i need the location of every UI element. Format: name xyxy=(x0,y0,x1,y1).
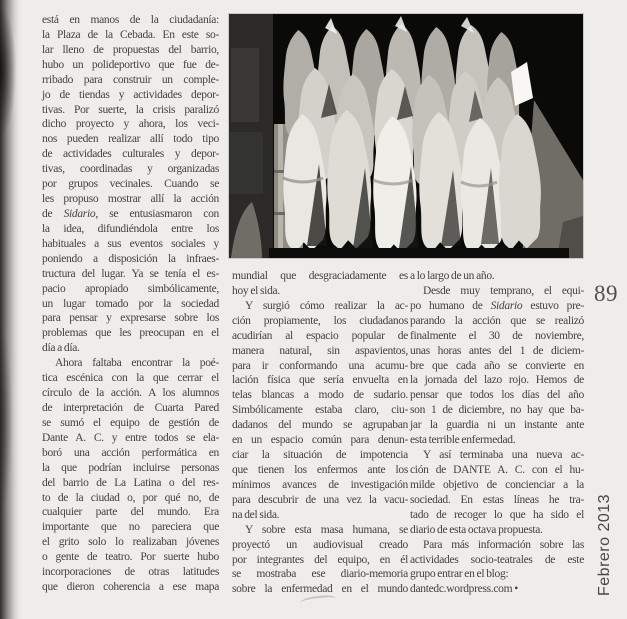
text-line: para ir conformando una acumu- xyxy=(232,359,408,372)
text-line: sobre la enfermedad en el mundo xyxy=(232,583,408,596)
text-line: proyectó un audiovisual creado xyxy=(232,538,408,551)
text-line: dicho proyecto y ahora, los veci- xyxy=(42,118,219,131)
text-line: diario de esta octava propuesta. xyxy=(410,523,543,536)
text-line: Ahora faltaba encontrar la poé- xyxy=(55,357,219,370)
text-line: problemas que les preocupan en el xyxy=(42,327,219,340)
text-line: pacio apropiado simbólicamente, xyxy=(42,282,219,295)
text-line: tivas, coordinadas y organizadas xyxy=(42,163,219,176)
text-line: Simbólicamente estaba claro, ciu- xyxy=(232,404,408,417)
text-line: por grupos vecinales. Cuando se xyxy=(42,178,219,191)
text-line: habituales a sus eventos sociales y xyxy=(42,237,219,250)
text-line: Y surgió cómo realizar la ac- xyxy=(245,299,408,312)
text-line: milde objetivo de concienciar a la xyxy=(410,478,584,491)
text-line: bre que cada año se convierte en xyxy=(410,359,584,372)
text-line: Para más información sobre las xyxy=(423,538,584,551)
text-line: jar la guardia ni un instante ante xyxy=(410,419,584,432)
text-line: ción de DANTE A. C. con el hu- xyxy=(410,463,584,476)
text-line: Dante A. C. y entre todos se ela- xyxy=(42,431,219,444)
text-line: actividades socio-teatrales de este xyxy=(410,553,584,566)
text-line: manera natural, sin aspavientos, xyxy=(232,344,408,357)
text-line: na del sida. xyxy=(232,508,280,521)
text-line: Desde muy temprano, el equi- xyxy=(423,284,584,297)
text-line: la jornada del lazo rojo. Hemos de xyxy=(410,374,584,387)
text-line: de Sidario, se entusiasmaron con xyxy=(42,207,220,220)
text-line: acudirían al espacio popular de xyxy=(232,329,408,342)
text-line: sociedad. En estas líneas he tra- xyxy=(410,493,584,506)
text-line: de interpretación de Cuarta Pared xyxy=(42,401,219,414)
column-left xyxy=(42,13,219,595)
issue-date-vertical: Febrero 2013 xyxy=(596,493,613,597)
text-line: parando la acción que se realizó xyxy=(410,314,584,327)
shrouded-figures-photo xyxy=(229,14,583,258)
text-line: lación física que sería envuelta en xyxy=(232,374,408,387)
text-line: ciar la situación de impotencia xyxy=(232,449,408,462)
text-line: cualquier parte del mundo. Era xyxy=(42,506,219,519)
text-line: la idea, difundiéndola entre los xyxy=(42,222,219,235)
text-line: hubo un polideportivo que fue de- xyxy=(42,58,219,71)
column-right xyxy=(410,269,584,597)
text-line: po humano de Sidario estuvo pre- xyxy=(410,299,584,312)
text-line: que tienen los enfermos ante los xyxy=(232,463,408,476)
text-line: dantedc.wordpress.com • xyxy=(410,583,518,596)
text-line: se mostraba ese diario-memoria xyxy=(232,568,408,581)
column-middle xyxy=(232,269,408,597)
text-line: un lugar tomado por la sociedad xyxy=(42,297,219,310)
text-line: para descubrir de una vez la vacu- xyxy=(232,493,408,506)
text-line: rribado para construir un comple- xyxy=(42,73,219,86)
text-line: en un espacio común para denun- xyxy=(232,434,408,447)
text-line: finalmente el 30 de noviembre, xyxy=(410,329,584,342)
text-line: nos pueden realizar allí todo tipo xyxy=(42,133,219,146)
text-line: para pensar y expresarse sobre los xyxy=(42,312,219,325)
text-line: está en manos de la ciudadanía: xyxy=(42,14,219,26)
text-line: mundial que desgraciadamente es xyxy=(232,270,408,282)
text-line: del barrio de La Latina o del res- xyxy=(42,476,219,489)
text-line: día a día. xyxy=(42,342,80,355)
text-line: círculo de la acción. A los alumnos xyxy=(42,387,219,400)
text-line: tructura del lugar. Ya se tenía el es- xyxy=(42,267,219,280)
scan-edge-shadow xyxy=(0,0,22,619)
text-line: tica escénica con la que cerrar el xyxy=(42,372,219,385)
text-line: telas blancas a modo de sudario. xyxy=(232,389,408,402)
text-line: grupo entrar en el blog: xyxy=(410,568,509,581)
shrouded-figures-illustration xyxy=(229,14,583,258)
text-line: les propuso mostrar allí la acción xyxy=(42,193,219,206)
text-line: to de la ciudad o, por qué no, de xyxy=(42,491,219,504)
text-line: incorporaciones de otras latitudes xyxy=(42,566,219,579)
text-line: Y así terminaba una nueva ac- xyxy=(423,449,584,462)
text-line: que dieron coherencia a ese mapa xyxy=(42,581,219,594)
text-line: poniendo a disposición la infraes- xyxy=(42,252,219,265)
text-line: Y sobre esta masa humana, se xyxy=(245,523,408,536)
text-line: pensar que todos los días del año xyxy=(410,389,584,402)
text-line: son 1 de diciembre, no hay que ba- xyxy=(410,404,584,417)
text-line: tivas. Por suerte, la crisis paralizó xyxy=(42,103,219,116)
text-line: el grito solo lo realizaban jóvenes xyxy=(42,536,219,549)
text-line: hoy el sida. xyxy=(232,284,280,297)
text-line: unas horas antes del 1 de diciem- xyxy=(410,344,584,357)
text-line: lar lleno de propuestas del barrio, xyxy=(42,43,219,56)
text-line: de actividades culturales y depor- xyxy=(42,148,219,161)
text-line: esta terrible enfermedad. xyxy=(410,434,516,447)
text-line: la Plaza de la Cebada. En este so- xyxy=(42,28,219,41)
text-line: tado de recoger lo que ha sido el xyxy=(410,508,584,521)
text-line: boró una acción performática en xyxy=(42,446,219,459)
text-line: importante que no pareciera que xyxy=(42,521,219,534)
text-line: por integrantes del equipo, en él xyxy=(232,553,408,566)
text-line: ción propiamente, los ciudadanos xyxy=(232,314,408,327)
text-line: dadanos del mundo se agrupaban xyxy=(232,419,408,432)
text-line: se sumó el equipo de gestión de xyxy=(42,416,219,429)
text-line: mínimos avances de investigación xyxy=(232,478,408,491)
page-number: 89 xyxy=(594,281,618,306)
text-line: a lo largo de un año. xyxy=(410,270,495,282)
text-line: jo de tiendas y actividades depor- xyxy=(42,88,219,101)
text-line: o gente de teatro. Por suerte hubo xyxy=(42,551,219,564)
text-line: la que podrían incluirse personas xyxy=(42,461,219,474)
